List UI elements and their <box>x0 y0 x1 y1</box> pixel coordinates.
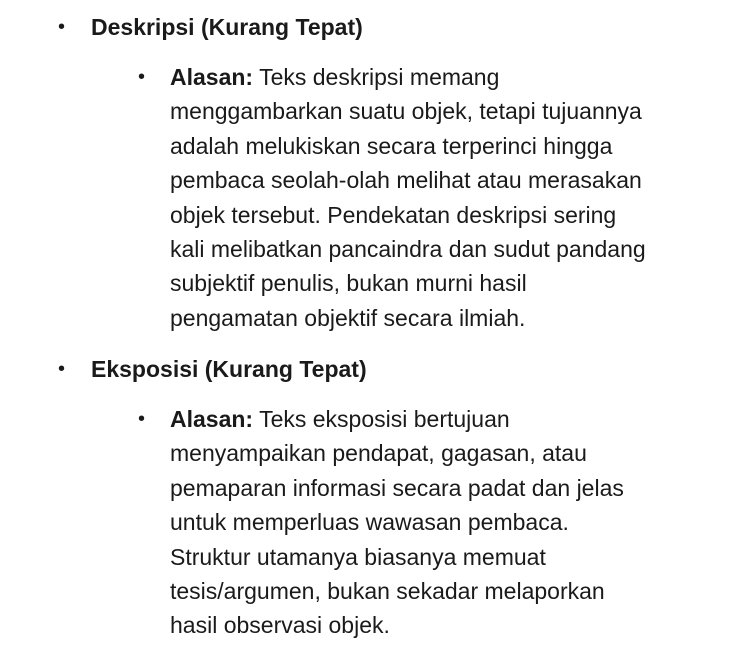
paragraph-line: pembaca seolah-olah melihat atau merasakan <box>170 167 642 194</box>
paragraph-line: adalah melukiskan secara terperinci hingga <box>170 132 613 159</box>
sub-bullet-glyph: • <box>138 66 146 88</box>
bullet-glyph: • <box>58 16 66 38</box>
paragraph-line: kali melibatkan pancaindra dan sudut pandang <box>170 236 646 263</box>
reason-label: Alasan: <box>170 406 254 432</box>
paragraph-line <box>170 402 730 436</box>
paragraph-line: pengamatan objektif secara ilmiah. <box>170 304 526 331</box>
paragraph-line: menggambarkan suatu objek, tetapi tujuannya <box>170 98 642 125</box>
paragraph-line: tesis/argumen, bukan sekadar melaporkan <box>170 578 605 605</box>
section-heading: Eksposisi (Kurang Tepat) <box>91 356 367 382</box>
reason-paragraph <box>170 402 730 643</box>
paragraph-line: Struktur utamanya biasanya memuat <box>170 543 546 570</box>
paragraph-line: menyampaikan pendapat, gagasan, atau <box>170 440 587 467</box>
paragraph-line: pemaparan informasi secara padat dan jelas <box>170 474 624 501</box>
reason-label: Alasan: <box>170 64 254 90</box>
paragraph-line: objek tersebut. Pendekatan deskripsi sering <box>170 201 617 228</box>
reason-text: Teks deskripsi memang <box>259 64 500 90</box>
paragraph-line: subjektif penulis, bukan murni hasil <box>170 270 527 297</box>
paragraph-line: hasil observasi objek. <box>170 612 390 639</box>
section-heading: Deskripsi (Kurang Tepat) <box>91 14 363 40</box>
bullet-glyph: • <box>58 358 66 380</box>
reason-text: Teks eksposisi bertujuan <box>259 406 510 432</box>
paragraph-line <box>170 60 730 94</box>
reason-paragraph <box>170 60 730 335</box>
paragraph-line: untuk memperluas wawasan pembaca. <box>170 509 569 536</box>
sub-bullet-glyph: • <box>138 408 146 430</box>
